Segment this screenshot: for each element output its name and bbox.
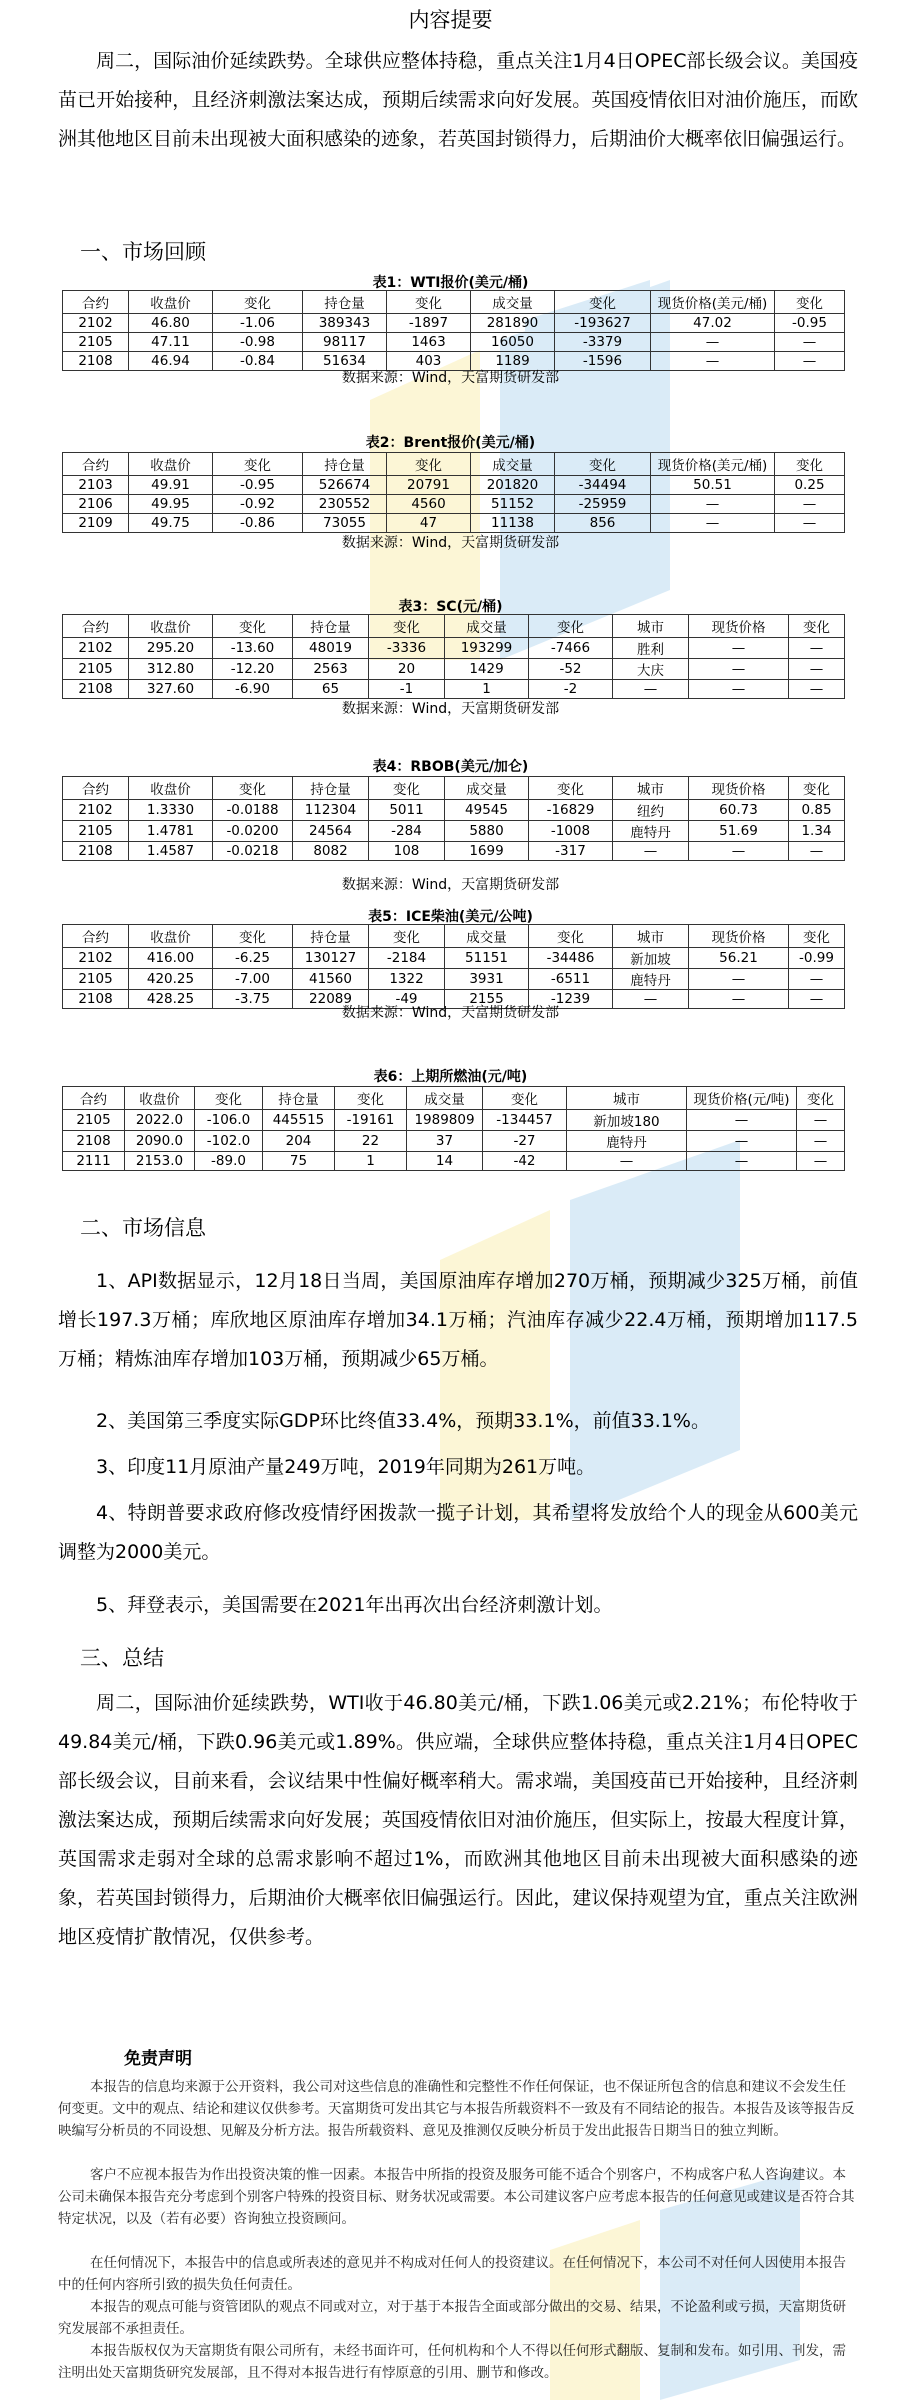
table-cell: 22089	[293, 990, 369, 1009]
table-cell: -317	[529, 842, 613, 861]
sc-table	[62, 614, 845, 699]
table-cell: -134457	[483, 1110, 567, 1131]
table-header-cell: 现货价格(美元/桶)	[651, 291, 775, 314]
table-row	[63, 476, 845, 495]
table-cell: -27	[483, 1131, 567, 1152]
table-header-cell: 变化	[213, 777, 293, 800]
table-cell: —	[789, 842, 845, 861]
table-caption: 表3：SC(元/桶)	[398, 599, 503, 615]
table-cell: 20	[369, 659, 445, 680]
table-row	[63, 842, 845, 861]
data-source-note: 数据来源：Wind，天富期货研发部	[341, 1005, 560, 1021]
table-header-cell: 合约	[63, 453, 129, 476]
table-cell: —	[651, 514, 775, 533]
table-cell: 2108	[63, 352, 129, 371]
table-header-cell: 收盘价	[129, 291, 213, 314]
table-cell: 420.25	[129, 969, 213, 990]
table-header-cell: 收盘价	[129, 615, 213, 638]
table-caption: 表5：ICE柴油(美元/公吨)	[368, 909, 533, 925]
table-cell: —	[613, 990, 689, 1009]
table-cell: 51151	[445, 948, 529, 969]
table-cell: 193299	[445, 638, 529, 659]
table-cell: 2102	[63, 948, 129, 969]
table-cell: -16829	[529, 800, 613, 821]
table-row	[63, 1131, 845, 1152]
table-header-cell: 变化	[789, 925, 845, 948]
table-cell: 37	[407, 1131, 483, 1152]
table-cell: 327.60	[129, 680, 213, 699]
table-cell: 445515	[263, 1110, 335, 1131]
data-source-note: 数据来源：Wind，天富期货研发部	[341, 370, 560, 386]
table-header-cell: 变化	[529, 777, 613, 800]
table-cell: 1	[335, 1152, 407, 1171]
table-header-cell: 变化	[555, 291, 651, 314]
table-header-cell: 现货价格	[689, 777, 789, 800]
table-header-cell: 变化	[369, 777, 445, 800]
table-cell: —	[567, 1152, 687, 1171]
table-cell: 纽约	[613, 800, 689, 821]
table-cell: 49.91	[129, 476, 213, 495]
table-cell: 2105	[63, 969, 129, 990]
table-header-cell: 持仓量	[293, 925, 369, 948]
table-cell: 鹿特丹	[613, 821, 689, 842]
table-header-cell: 持仓量	[263, 1087, 335, 1110]
table-header-row	[63, 1087, 845, 1110]
table-cell: -1008	[529, 821, 613, 842]
section-heading-conclusion: 三、总结	[80, 1646, 164, 1670]
table-cell: 3931	[445, 969, 529, 990]
table-header-cell: 变化	[789, 777, 845, 800]
table-cell: -49	[369, 990, 445, 1009]
table-header-row	[63, 777, 845, 800]
table-cell: 428.25	[129, 990, 213, 1009]
table-row	[63, 969, 845, 990]
table-header-cell: 变化	[195, 1087, 263, 1110]
table-header-cell: 城市	[613, 777, 689, 800]
table-cell: 22	[335, 1131, 407, 1152]
table-cell: -6.25	[213, 948, 293, 969]
table-cell: —	[651, 333, 775, 352]
table-header-cell: 变化	[335, 1087, 407, 1110]
table-cell: 2108	[63, 990, 129, 1009]
table-cell: 2022.0	[125, 1110, 195, 1131]
table-header-cell: 变化	[555, 453, 651, 476]
table-cell: -0.98	[213, 333, 303, 352]
table-cell: 312.80	[129, 659, 213, 680]
table-cell: 2105	[63, 333, 129, 352]
page-title: 内容提要	[408, 8, 493, 32]
table-cell: 2108	[63, 1131, 125, 1152]
table-header-cell: 变化	[369, 925, 445, 948]
table-header-cell: 变化	[369, 615, 445, 638]
table-header-cell: 变化	[775, 453, 845, 476]
table-row	[63, 821, 845, 842]
table-cell: —	[687, 1152, 797, 1171]
table-cell: -1	[369, 680, 445, 699]
table-header-cell: 收盘价	[129, 453, 213, 476]
table-cell: -7466	[529, 638, 613, 659]
table-row	[63, 495, 845, 514]
table-cell: —	[789, 990, 845, 1009]
table-cell: -3379	[555, 333, 651, 352]
table-cell: 新加坡180	[567, 1110, 687, 1131]
table-cell: 1	[445, 680, 529, 699]
table-cell: 0.85	[789, 800, 845, 821]
table-header-cell: 变化	[213, 453, 303, 476]
table-cell: -6511	[529, 969, 613, 990]
table-cell: -2184	[369, 948, 445, 969]
table-header-cell: 合约	[63, 615, 129, 638]
table-header-cell: 变化	[483, 1087, 567, 1110]
table-cell: -3336	[369, 638, 445, 659]
table-cell: 98117	[303, 333, 387, 352]
table-cell: 2105	[63, 821, 129, 842]
table-cell: 230552	[303, 495, 387, 514]
table-cell: -1239	[529, 990, 613, 1009]
table-header-cell: 现货价格(美元/桶)	[651, 453, 775, 476]
table-cell: 2106	[63, 495, 129, 514]
table-caption: 表4：RBOB(美元/加仑)	[372, 759, 529, 775]
table-row	[63, 333, 845, 352]
table-cell: 2105	[63, 1110, 125, 1131]
table-caption: 表2：Brent报价(美元/桶)	[365, 435, 536, 451]
table-cell: —	[775, 352, 845, 371]
table-cell: 2111	[63, 1152, 125, 1171]
table-caption: 表1：WTI报价(美元/桶)	[372, 275, 529, 291]
table-cell: 2102	[63, 800, 129, 821]
table-cell: -0.95	[775, 314, 845, 333]
disclaimer-paragraph: 在任何情况下，本报告中的信息或所表述的意见并不构成对任何人的投资建议。在任何情况下，本公司不对任何人因使用本报告中的任何内容所引致的损失负任何责任。	[58, 2255, 846, 2293]
table-cell: 41560	[293, 969, 369, 990]
table-cell: 2090.0	[125, 1131, 195, 1152]
table-cell: 24564	[293, 821, 369, 842]
table-cell: 1.4587	[129, 842, 213, 861]
table-cell: 403	[387, 352, 471, 371]
table-row	[63, 1110, 845, 1131]
wti-table	[62, 290, 845, 371]
table-header-cell: 变化	[797, 1087, 845, 1110]
table-cell: 0.25	[775, 476, 845, 495]
table-cell: -12.20	[213, 659, 293, 680]
table-cell: -2	[529, 680, 613, 699]
table-cell: —	[689, 990, 789, 1009]
brent-table	[62, 452, 845, 533]
disclaimer-paragraph: 客户不应视本报告为作出投资决策的惟一因素。本报告中所指的投资及服务可能不适合个别客户，不构成客户私人咨询建议。本公司未确保本报告充分考虑到个别客户特殊的投资目标、财务状况或需要。本公司建议客户应考虑本报告的任何意见或建议是否符合其特定状况，以及（若有必要）咨询独立投资顾问。	[58, 2167, 855, 2227]
ice-diesel-table	[62, 924, 845, 1009]
table-header-row	[63, 291, 845, 314]
table-row	[63, 948, 845, 969]
table-cell: -0.0188	[213, 800, 293, 821]
table-cell: 1189	[471, 352, 555, 371]
table-cell: 48019	[293, 638, 369, 659]
table-cell: 2103	[63, 476, 129, 495]
table-header-cell: 成交量	[407, 1087, 483, 1110]
table-cell: —	[689, 659, 789, 680]
table-cell: 1989809	[407, 1110, 483, 1131]
table-cell: —	[789, 659, 845, 680]
table-cell: 8082	[293, 842, 369, 861]
data-source-note: 数据来源：Wind，天富期货研发部	[341, 535, 560, 551]
table-cell: 2108	[63, 680, 129, 699]
table-cell: —	[789, 969, 845, 990]
table-row	[63, 514, 845, 533]
table-cell: 60.73	[689, 800, 789, 821]
table-cell: 51152	[471, 495, 555, 514]
table-row	[63, 314, 845, 333]
table-header-cell: 成交量	[471, 291, 555, 314]
table-cell: 51.69	[689, 821, 789, 842]
table-cell: 47	[387, 514, 471, 533]
shfe-fuel-oil-table	[62, 1086, 845, 1171]
table-cell: 16050	[471, 333, 555, 352]
table-cell: 108	[369, 842, 445, 861]
table-row	[63, 1152, 845, 1171]
section-heading-market-info: 二、市场信息	[80, 1216, 206, 1240]
table-cell: 1.4781	[129, 821, 213, 842]
table-cell: 2105	[63, 659, 129, 680]
table-cell: —	[789, 638, 845, 659]
table-cell: —	[687, 1110, 797, 1131]
table-header-cell: 持仓量	[293, 777, 369, 800]
table-cell: -6.90	[213, 680, 293, 699]
table-header-cell: 合约	[63, 1087, 125, 1110]
table-row	[63, 659, 845, 680]
table-cell: 2102	[63, 314, 129, 333]
table-header-cell: 变化	[529, 925, 613, 948]
data-source-note: 数据来源：Wind，天富期货研发部	[341, 701, 560, 717]
table-cell: 2102	[63, 638, 129, 659]
table-cell: -193627	[555, 314, 651, 333]
table-header-cell: 城市	[613, 925, 689, 948]
table-row	[63, 800, 845, 821]
table-cell: 5880	[445, 821, 529, 842]
table-cell: 4560	[387, 495, 471, 514]
summary-paragraph: 周二，国际油价延续跌势。全球供应整体持稳，重点关注1月4日OPEC部长级会议。美国疫苗已开始接种，且经济刺激法案达成，预期后续需求向好发展。英国疫情依旧对油价施压，而欧洲其他地区目前未出现被大面积感染的迹象，若英国封锁得力，后期油价大概率依旧偏强运行。	[58, 50, 858, 150]
market-info-item: 5、拜登表示，美国需要在2021年出再次出台经济刺激计划。	[96, 1594, 613, 1616]
table-cell: -0.92	[213, 495, 303, 514]
table-cell: 20791	[387, 476, 471, 495]
table-cell: 大庆	[613, 659, 689, 680]
table-cell: -0.86	[213, 514, 303, 533]
table-cell: 鹿特丹	[613, 969, 689, 990]
table-header-cell: 持仓量	[303, 291, 387, 314]
table-caption: 表6：上期所燃油(元/吨)	[373, 1069, 528, 1085]
table-header-cell: 现货价格	[689, 925, 789, 948]
table-cell: 49.75	[129, 514, 213, 533]
table-cell: -102.0	[195, 1131, 263, 1152]
table-cell: -0.99	[789, 948, 845, 969]
table-header-cell: 变化	[789, 615, 845, 638]
table-cell: —	[689, 638, 789, 659]
table-cell: 2563	[293, 659, 369, 680]
table-cell: 526674	[303, 476, 387, 495]
table-header-cell: 变化	[213, 615, 293, 638]
table-cell: -1897	[387, 314, 471, 333]
table-cell: -106.0	[195, 1110, 263, 1131]
table-header-cell: 变化	[775, 291, 845, 314]
table-cell: -7.00	[213, 969, 293, 990]
table-cell: 56.21	[689, 948, 789, 969]
table-cell: -3.75	[213, 990, 293, 1009]
table-header-cell: 成交量	[445, 615, 529, 638]
table-row	[63, 680, 845, 699]
table-cell: 416.00	[129, 948, 213, 969]
table-cell: 201820	[471, 476, 555, 495]
table-cell: 65	[293, 680, 369, 699]
table-cell: 389343	[303, 314, 387, 333]
conclusion-paragraph: 周二，国际油价延续跌势，WTI收于46.80美元/桶，下跌1.06美元或2.21%；布伦特收于49.84美元/桶，下跌0.96美元或1.89%。供应端，全球供应整体持稳，重点关注1月4日OPEC部长级会议，目前来看，会议结果中性偏好概率稍大。需求端，美国疫苗已开始接种，且经济刺激法案达成，预期后续需求向好发展；英国疫情依旧对油价施压，但实际上，按最大程度计算，英国需求走弱对全球的总需求影响不超过1%，而欧洲其他地区目前未出现被大面积感染的迹象，若英国封锁得力，后期油价大概率依旧偏强运行。因此，建议保持观望为宜，重点关注欧洲地区疫情扩散情况，仅供参考。	[58, 1692, 858, 1948]
table-header-cell: 合约	[63, 925, 129, 948]
market-info-item: 4、特朗普要求政府修改疫情纾困拨款一揽子计划，其希望将发放给个人的现金从600美元调整为2000美元。	[58, 1502, 858, 1563]
table-cell: 2108	[63, 842, 129, 861]
table-cell: 2155	[445, 990, 529, 1009]
table-cell: 112304	[293, 800, 369, 821]
table-row	[63, 638, 845, 659]
table-cell: 1463	[387, 333, 471, 352]
table-cell: —	[689, 842, 789, 861]
table-header-cell: 变化	[387, 453, 471, 476]
table-cell: -1.06	[213, 314, 303, 333]
table-cell: —	[797, 1131, 845, 1152]
table-header-cell: 成交量	[445, 925, 529, 948]
table-cell: 49.95	[129, 495, 213, 514]
table-cell: 47.02	[651, 314, 775, 333]
table-cell: —	[687, 1131, 797, 1152]
table-cell: 11138	[471, 514, 555, 533]
table-header-cell: 持仓量	[303, 453, 387, 476]
market-info-item: 2、美国第三季度实际GDP环比终值33.4%，预期33.1%，前值33.1%。	[96, 1410, 710, 1432]
table-header-cell: 收盘价	[129, 925, 213, 948]
data-source-note: 数据来源：Wind，天富期货研发部	[341, 877, 560, 893]
table-cell: —	[775, 495, 845, 514]
table-cell: -0.0200	[213, 821, 293, 842]
table-header-cell: 成交量	[445, 777, 529, 800]
table-cell: 75	[263, 1152, 335, 1171]
table-cell: 1322	[369, 969, 445, 990]
table-header-cell: 变化	[213, 291, 303, 314]
table-cell: 1429	[445, 659, 529, 680]
table-cell: 1699	[445, 842, 529, 861]
table-header-cell: 合约	[63, 291, 129, 314]
table-header-cell: 成交量	[471, 453, 555, 476]
table-cell: 5011	[369, 800, 445, 821]
table-cell: 2109	[63, 514, 129, 533]
table-cell: —	[775, 514, 845, 533]
table-cell: 50.51	[651, 476, 775, 495]
rbob-table	[62, 776, 845, 861]
disclaimer-paragraph: 本报告的信息均来源于公开资料，我公司对这些信息的准确性和完整性不作任何保证，也不保证所包含的信息和建议不会发生任何变更。文中的观点、结论和建议仅供参考。天富期货可发出其它与本报告所载资料不一致及有不同结论的报告。本报告及该等报告反映编写分析员的不同设想、见解及分析方法。报告所载资料、意见及推测仅反映分析员于发出此报告日期当日的独立判断。	[58, 2079, 855, 2139]
table-cell: -19161	[335, 1110, 407, 1131]
table-cell: 2153.0	[125, 1152, 195, 1171]
disclaimer-paragraph: 本报告的观点可能与资管团队的观点不同或对立，对于基于本报告全面或部分做出的交易、结果，不论盈利或亏损，天富期货研究发展部不承担责任。	[58, 2299, 846, 2337]
table-cell: 856	[555, 514, 651, 533]
table-cell: -25959	[555, 495, 651, 514]
table-header-cell: 现货价格	[689, 615, 789, 638]
table-header-cell: 变化	[387, 291, 471, 314]
table-cell: -34494	[555, 476, 651, 495]
table-header-cell: 现货价格(元/吨)	[687, 1087, 797, 1110]
table-cell: —	[651, 352, 775, 371]
table-cell: 51634	[303, 352, 387, 371]
table-header-cell: 变化	[529, 615, 613, 638]
disclaimer-paragraph: 本报告版权仅为天富期货有限公司所有，未经书面许可，任何机构和个人不得以任何形式翻版、复制和发布。如引用、刊发，需注明出处天富期货研究发展部，且不得对本报告进行有悖原意的引用、删节和修改。	[58, 2343, 846, 2381]
table-cell: 胜利	[613, 638, 689, 659]
market-info-item: 1、API数据显示，12月18日当周，美国原油库存增加270万桶，预期减少325万桶，前值增长197.3万桶；库欣地区原油库存增加34.1万桶；汽油库存减少22.4万桶，预期增加117.5万桶；精炼油库存增加103万桶，预期减少65万桶。	[58, 1270, 858, 1370]
table-cell: —	[613, 842, 689, 861]
table-header-cell: 合约	[63, 777, 129, 800]
table-cell: —	[613, 680, 689, 699]
section-heading-market-review: 一、市场回顾	[80, 240, 206, 264]
table-header-row	[63, 453, 845, 476]
table-cell: -89.0	[195, 1152, 263, 1171]
table-header-cell: 城市	[613, 615, 689, 638]
table-cell: 130127	[293, 948, 369, 969]
table-header-row	[63, 615, 845, 638]
table-cell: -0.84	[213, 352, 303, 371]
table-cell: -284	[369, 821, 445, 842]
table-cell: 1.34	[789, 821, 845, 842]
table-cell: —	[775, 333, 845, 352]
table-cell: —	[689, 969, 789, 990]
table-cell: -52	[529, 659, 613, 680]
table-cell: 46.94	[129, 352, 213, 371]
table-cell: 1.3330	[129, 800, 213, 821]
table-cell: 204	[263, 1131, 335, 1152]
table-header-cell: 变化	[213, 925, 293, 948]
table-header-row	[63, 925, 845, 948]
table-cell: —	[689, 680, 789, 699]
table-cell: -34486	[529, 948, 613, 969]
table-cell: -42	[483, 1152, 567, 1171]
table-cell: 49545	[445, 800, 529, 821]
table-cell: -1596	[555, 352, 651, 371]
table-header-cell: 收盘价	[125, 1087, 195, 1110]
table-cell: 281890	[471, 314, 555, 333]
table-cell: —	[797, 1110, 845, 1131]
table-header-cell: 收盘价	[129, 777, 213, 800]
table-header-cell: 城市	[567, 1087, 687, 1110]
disclaimer-title: 免责声明	[124, 2049, 192, 2069]
table-cell: 295.20	[129, 638, 213, 659]
table-cell: -0.95	[213, 476, 303, 495]
table-cell: 47.11	[129, 333, 213, 352]
table-cell: 14	[407, 1152, 483, 1171]
market-info-item: 3、印度11月原油产量249万吨，2019年同期为261万吨。	[96, 1456, 596, 1478]
table-cell: -0.0218	[213, 842, 293, 861]
table-cell: —	[651, 495, 775, 514]
table-header-cell: 持仓量	[293, 615, 369, 638]
table-cell: 73055	[303, 514, 387, 533]
table-cell: —	[797, 1152, 845, 1171]
table-cell: —	[789, 680, 845, 699]
table-cell: -13.60	[213, 638, 293, 659]
table-cell: 新加坡	[613, 948, 689, 969]
table-cell: 鹿特丹	[567, 1131, 687, 1152]
table-cell: 46.80	[129, 314, 213, 333]
